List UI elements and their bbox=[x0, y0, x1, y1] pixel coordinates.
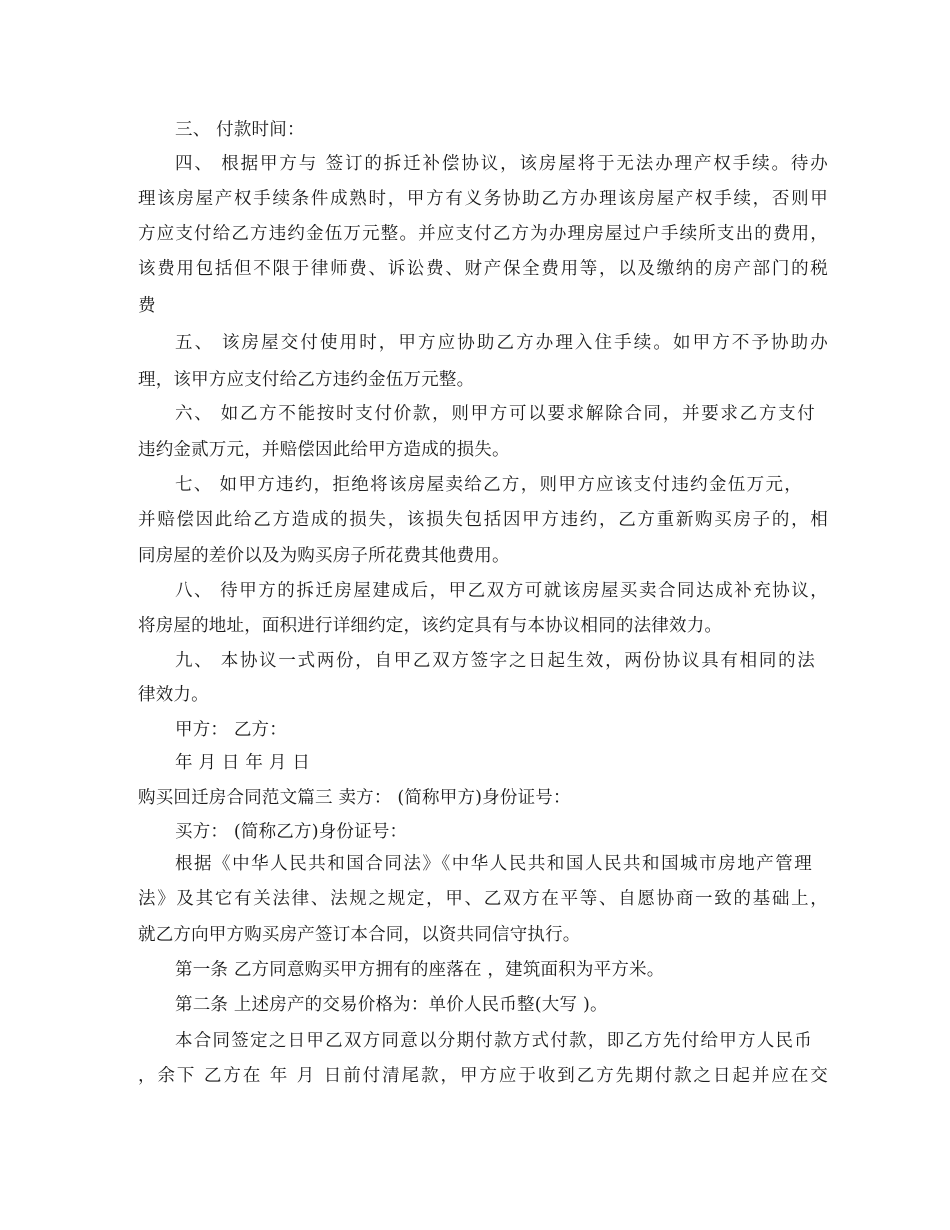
text-line: 七、 如甲方违约，拒绝将该房屋卖给乙方，则甲方应该支付违约金伍万元， bbox=[175, 475, 802, 495]
text-line: 将房屋的地址，面积进行详细约定，该约定具有与本协议相同的法律效力。 bbox=[138, 616, 723, 636]
text-line: 方应支付给乙方违约金伍万元整。并应支付乙方为办理房屋过户手续所支出的费用， bbox=[138, 224, 828, 244]
text-line: 八、 待甲方的拆迁房屋建成后，甲乙双方可就该房屋买卖合同达成补充协议， bbox=[175, 581, 828, 601]
text-line: 四、 根据甲方与 签订的拆迁补偿协议，该房屋将于无法办理产权手续。待办 bbox=[175, 154, 828, 174]
section-heading: 购买回迁房合同范文篇三 卖方： (简称甲方)身份证号： bbox=[138, 788, 571, 808]
text-line: 根据《中华人民共和国合同法》《中华人民共和国人民共和国城市房地产管理 bbox=[175, 854, 812, 874]
text-line: ，余下 乙方在 年 月 日前付清尾款，甲方应于收到乙方先期付款之日起并应在交 bbox=[138, 1066, 828, 1086]
text-line: 六、 如乙方不能按时支付价款，则甲方可以要求解除合同，并要求乙方支付 bbox=[175, 404, 815, 424]
text-line: 第二条 上述房产的交易价格为：单价人民币整(大写 )。 bbox=[175, 995, 608, 1015]
text-line: 理该房屋产权手续条件成熟时，甲方有义务协助乙方办理该房屋产权手续，否则甲 bbox=[138, 189, 828, 209]
text-line: 本合同签定之日甲乙双方同意以分期付款方式付款，即乙方先付给甲方人民币 bbox=[175, 1031, 812, 1051]
text-line: 该费用包括但不限于律师费、诉讼费、财产保全费用等，以及缴纳的房产部门的税 bbox=[138, 259, 828, 279]
text-line: 五、 该房屋交付使用时，甲方应协助乙方办理入住手续。如甲方不予协助办 bbox=[175, 333, 828, 353]
text-line: 并赔偿因此给乙方造成的损失，该损失包括因甲方违约，乙方重新购买房子的，相 bbox=[138, 510, 828, 530]
signature-line: 甲方： 乙方： bbox=[175, 720, 287, 740]
text-line: 法》及其它有关法律、法规之规定，甲、乙双方在平等、自愿协商一致的基础上， bbox=[138, 889, 828, 909]
text-line: 九、 本协议一式两份，自甲乙双方签字之日起生效，两份协议具有相同的法 bbox=[175, 651, 815, 671]
text-line: 理，该甲方应支付给乙方违约金伍万元整。 bbox=[138, 370, 475, 390]
text-line: 三、 付款时间： bbox=[175, 120, 305, 140]
text-line: 买方： (简称乙方)身份证号： bbox=[175, 822, 408, 842]
text-line: 律效力。 bbox=[138, 685, 209, 705]
text-line: 违约金贰万元，并赔偿因此给甲方造成的损失。 bbox=[138, 440, 510, 460]
date-line: 年 月 日 年 月 日 bbox=[175, 753, 311, 773]
text-line: 就乙方向甲方购买房产签订本合同，以资共同信守执行。 bbox=[138, 925, 581, 945]
text-line: 第一条 乙方同意购买甲方拥有的座落在 ，建筑面积为平方米。 bbox=[175, 960, 665, 980]
text-line: 费 bbox=[138, 296, 156, 316]
text-line: 同房屋的差价以及为购买房子所花费其他费用。 bbox=[138, 546, 510, 566]
